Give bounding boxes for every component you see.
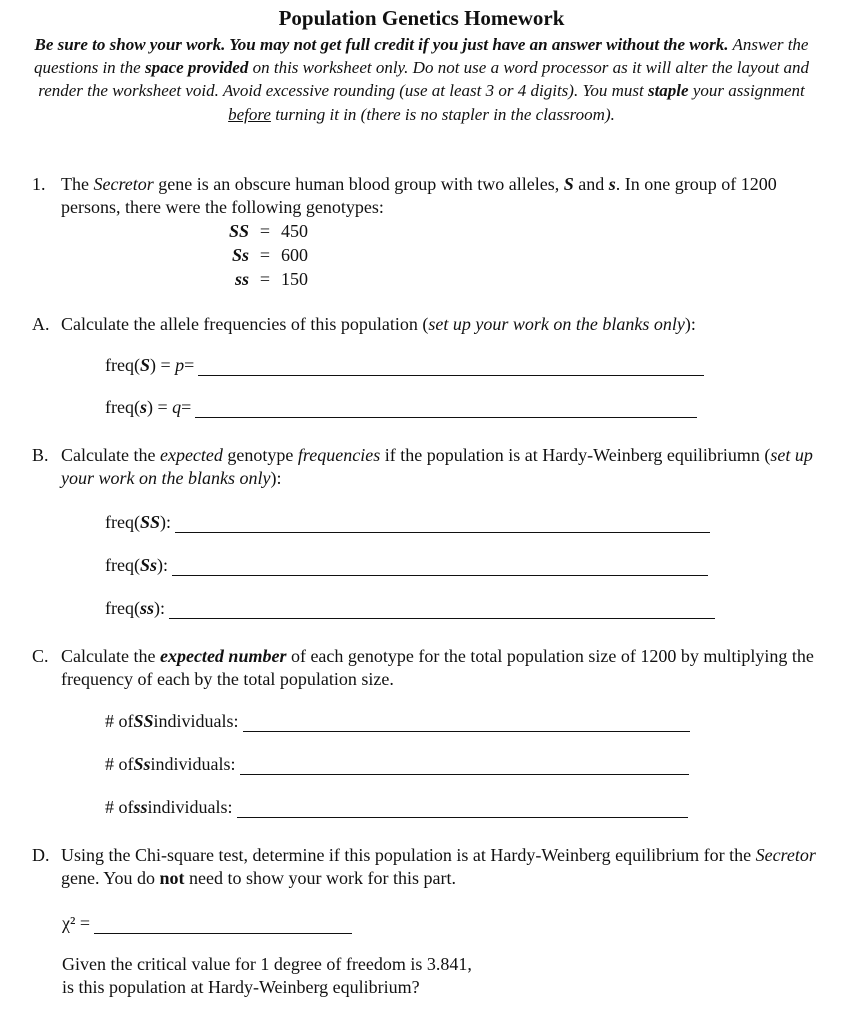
genotype-count: 450	[281, 221, 308, 241]
answer-line-count-SS	[105, 711, 690, 732]
label: freq(	[105, 555, 140, 575]
text: Using the Chi-square test, determine if this population is at Hardy-Weinberg equilibrium for the	[61, 845, 756, 865]
question-number: 1.	[32, 174, 46, 194]
question-1	[32, 173, 822, 219]
text: The	[61, 174, 94, 194]
answer-blank[interactable]	[94, 917, 352, 934]
answer-blank[interactable]	[175, 516, 710, 533]
label: individuals:	[150, 754, 236, 774]
instructions-text: Answer the questions in the	[33, 35, 809, 78]
part-letter: A.	[32, 314, 50, 334]
part-letter: B.	[32, 445, 49, 465]
part-letter: D.	[32, 845, 50, 865]
final-question-line: Given the critical value for 1 degree of freedom is 3.841,	[62, 954, 472, 974]
answer-line-chi-square	[62, 913, 352, 934]
question-text	[61, 173, 822, 219]
answer-blank[interactable]	[240, 758, 689, 775]
text: Calculate the allele frequencies of this population (	[61, 314, 429, 334]
part-b	[32, 444, 822, 490]
answer-blank[interactable]	[172, 559, 708, 576]
answer-blank[interactable]	[198, 359, 704, 376]
text: ):	[270, 468, 282, 488]
label: freq(	[105, 355, 140, 375]
equals-sign: =	[259, 269, 271, 289]
answer-line-count-Ss	[105, 754, 689, 775]
part-c-text	[61, 645, 822, 691]
label: individuals:	[153, 711, 239, 731]
instructions-emphasis: Be sure to show your work. You may not get full credit if you just have an answer without the work.	[34, 35, 729, 54]
label: # of	[105, 754, 134, 774]
text: ):	[684, 314, 696, 334]
genotype-label: SS	[228, 221, 249, 241]
instructions-text: on this worksheet only. Do not use a word processor as it will alter the layout and render the worksheet void. Avoid excessive rounding (use at least 3 or 4 digits). You must	[38, 58, 810, 101]
part-c	[32, 645, 822, 691]
text: Calculate the	[61, 445, 160, 465]
answer-blank[interactable]	[169, 602, 715, 619]
final-question	[62, 953, 472, 999]
instructions	[18, 33, 825, 126]
text: genotype	[222, 445, 298, 465]
label: individuals:	[147, 797, 233, 817]
label: freq(	[105, 512, 140, 532]
genotype-symbol: ss	[139, 598, 154, 618]
text: need to show your work for this part.	[184, 868, 456, 888]
text-italic: frequencies	[297, 445, 381, 465]
answer-blank[interactable]	[243, 715, 690, 732]
genotype-row	[215, 267, 308, 291]
label: freq(	[105, 397, 140, 417]
label: ):	[160, 512, 172, 532]
answer-line-freq-ss	[105, 598, 715, 619]
gene-name: Secretor	[93, 174, 154, 194]
equals-sign: =	[181, 397, 192, 417]
part-b-text	[61, 444, 822, 490]
text-italic: expected	[159, 445, 223, 465]
text: if the population is at Hardy-Weinberg equilibriumn (	[380, 445, 771, 465]
genotype-symbol: SS	[139, 512, 161, 532]
text-bold-italic: expected number	[159, 646, 287, 666]
genotype-row	[215, 243, 308, 267]
part-d-text	[61, 844, 822, 890]
genotype-label: Ss	[231, 245, 249, 265]
label: ) =	[150, 355, 171, 375]
part-letter: C.	[32, 646, 49, 666]
instructions-underlined: before	[228, 104, 271, 124]
text: and	[573, 174, 609, 194]
genotype-label: ss	[234, 269, 249, 289]
answer-line-freq-S	[105, 355, 704, 376]
variable: p	[175, 355, 185, 375]
label: ):	[154, 598, 165, 618]
instructions-emphasis: staple	[647, 81, 689, 101]
genotype-symbol: Ss	[139, 555, 157, 575]
instructions-text: your assignment	[688, 81, 805, 101]
worksheet-title: Population Genetics Homework	[278, 6, 565, 30]
label: freq(	[105, 598, 140, 618]
genotype-count: 600	[281, 245, 308, 265]
answer-line-freq-Ss	[105, 555, 708, 576]
answer-blank[interactable]	[237, 801, 688, 818]
text-italic: set up your work on the blanks only	[428, 314, 685, 334]
equals-sign: =	[259, 245, 271, 265]
answer-blank[interactable]	[195, 401, 697, 418]
text: Calculate the	[61, 646, 160, 666]
equals-sign: =	[259, 221, 271, 241]
instructions-text: turning it in (there is no stapler in the classroom).	[270, 104, 615, 124]
part-d	[32, 844, 822, 890]
label: # of	[105, 711, 134, 731]
part-a-text	[61, 313, 822, 336]
genotype-symbol: Ss	[133, 754, 151, 774]
text: . In one group of 1200 persons, there were the following genotypes:	[61, 174, 777, 217]
allele-symbol: S	[139, 355, 150, 375]
text-bold: not	[159, 868, 185, 888]
genotype-count: 150	[281, 269, 308, 289]
text: gene is an obscure human blood group with two alleles,	[153, 174, 564, 194]
allele-symbol: s	[139, 397, 147, 417]
text-italic: set up your work on the blanks only	[61, 445, 813, 488]
genotype-symbol: SS	[133, 711, 154, 731]
variable: q	[172, 397, 182, 417]
instructions-emphasis: space provided	[144, 58, 249, 78]
answer-line-freq-SS	[105, 512, 710, 533]
allele-symbol: S	[563, 174, 574, 194]
equals-sign: =	[184, 355, 195, 375]
allele-symbol: s	[608, 174, 616, 194]
genotype-table	[215, 219, 308, 291]
label: ) =	[147, 397, 168, 417]
label: # of	[105, 797, 134, 817]
final-question-line: is this population at Hardy-Weinberg equlibrium?	[62, 977, 420, 997]
part-a	[32, 313, 822, 336]
genotype-row	[215, 219, 308, 243]
answer-line-count-ss	[105, 797, 688, 818]
label: ):	[157, 555, 168, 575]
text: of each genotype for the total population size of 1200 by multiplying the frequency of each by the total population size.	[61, 646, 814, 689]
text: gene. You do	[61, 868, 160, 888]
genotype-symbol: ss	[133, 797, 148, 817]
chi-square-label: χ² =	[62, 913, 91, 933]
gene-name: Secretor	[755, 845, 816, 865]
answer-line-freq-s	[105, 397, 697, 418]
